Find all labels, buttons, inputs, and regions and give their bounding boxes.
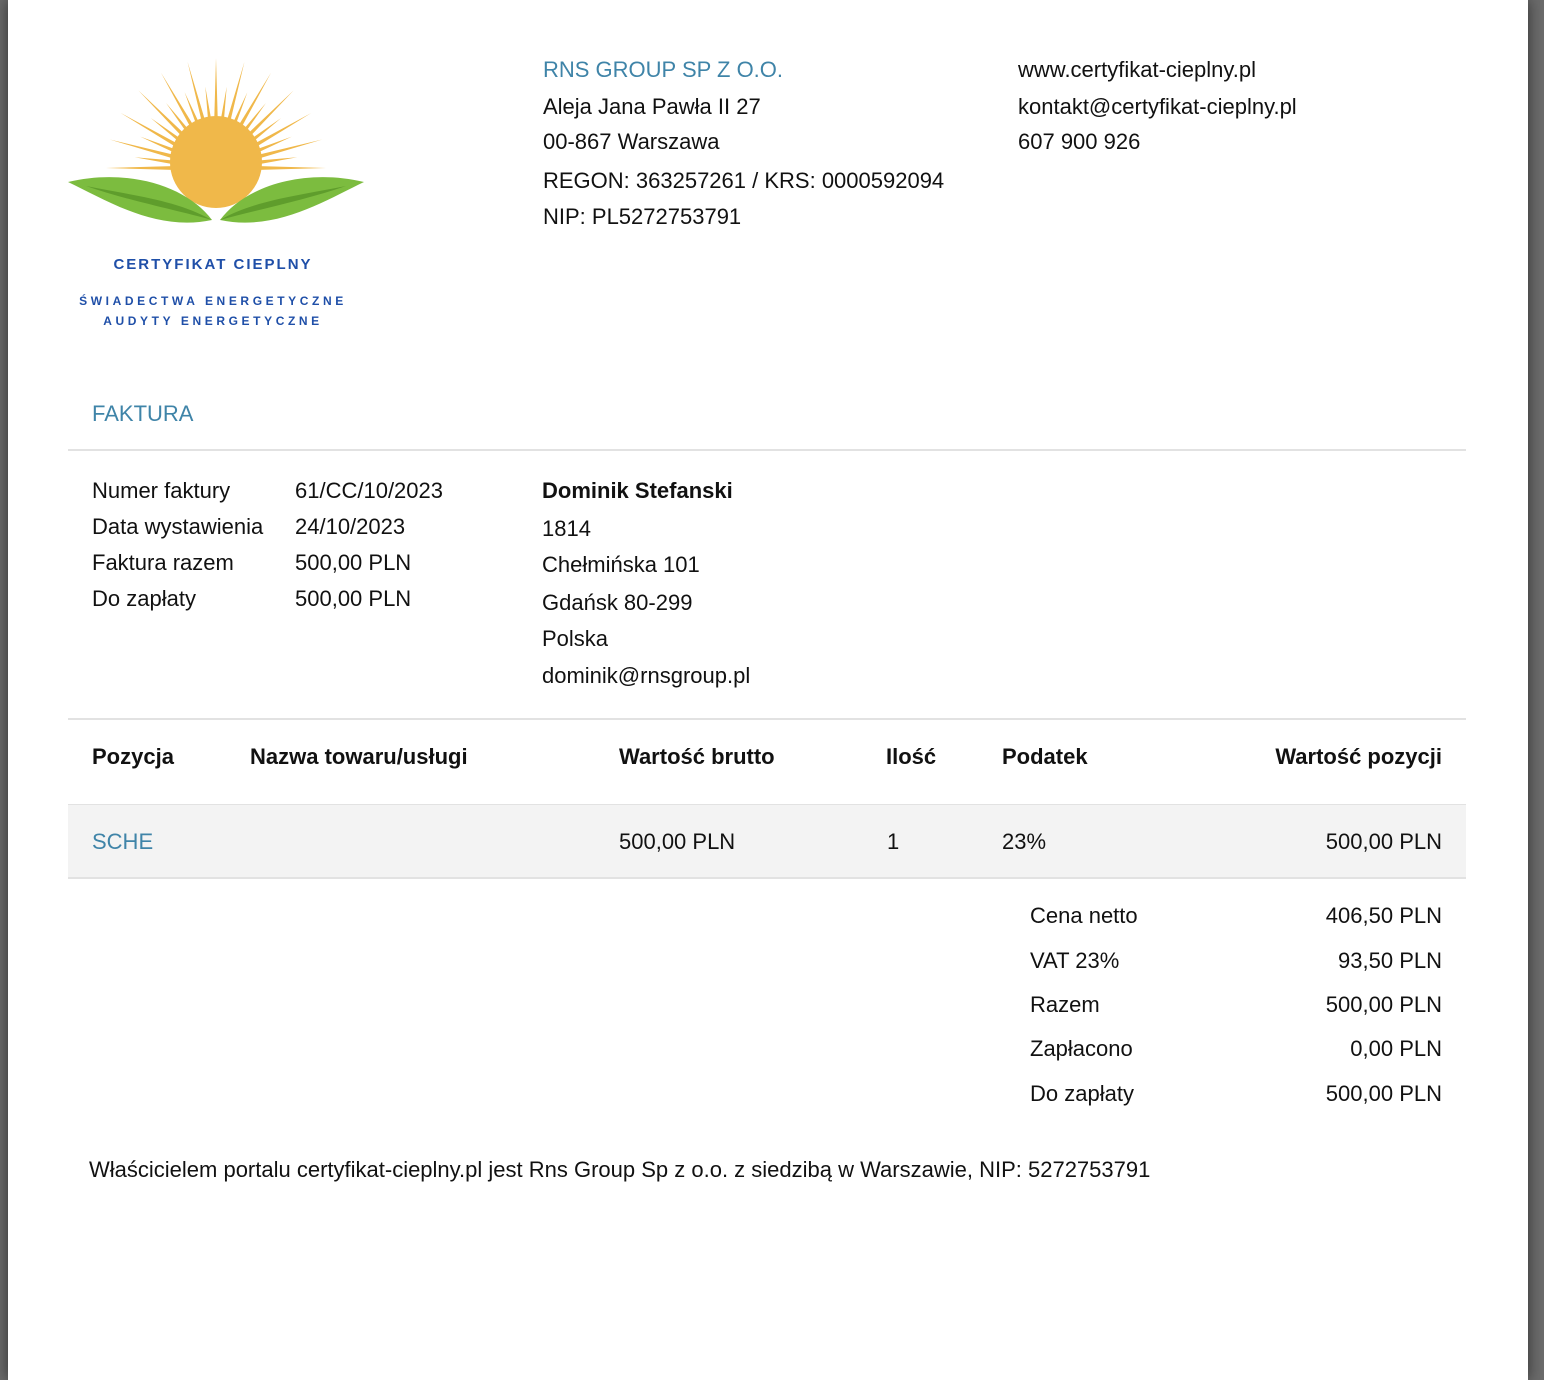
invoice-number-value: 61/CC/10/2023 [295,478,443,503]
sun-ray [224,62,244,130]
row-tax: 23% [1002,829,1047,854]
logo-subtitle-1: ŚWIADECTWA ENERGETYCZNE [79,294,347,308]
logo-title: CERTYFIKAT CIEPLNY [113,256,313,273]
sun-ray [214,58,218,128]
invoice-title: FAKTURA [92,401,194,426]
due-value: 500,00 PLN [1325,1081,1442,1106]
invoice-page [8,0,1528,1380]
client-country: Polska [542,626,609,651]
col-qty: Ilość [886,744,937,769]
contact-website[interactable]: www.certyfikat-cieplny.pl [1018,57,1256,82]
col-gross: Wartość brutto [619,744,775,769]
client-number: 1814 [542,516,591,541]
company-address-2: 00-867 Warszawa [543,129,720,154]
sun-ray [254,140,322,160]
due-label: Do zapłaty [1030,1081,1134,1106]
paid-value: 0,00 PLN [1350,1036,1442,1061]
col-name: Nazwa towaru/usługi [250,744,468,769]
total-value: 500,00 PLN [1325,992,1442,1017]
sun-ray [161,73,198,135]
client-email[interactable]: dominik@rnsgroup.pl [542,663,751,688]
contact-email[interactable]: kontakt@certyfikat-cieplny.pl [1018,94,1297,119]
total-label: Razem [1030,992,1100,1017]
client-name: Dominik Stefanski [542,478,733,503]
divider [68,718,1466,720]
issue-date-label: Data wystawienia [92,514,264,539]
issue-date-value: 24/10/2023 [295,514,406,539]
paid-label: Zapłacono [1030,1036,1133,1061]
vat-label: VAT 23% [1030,948,1120,973]
client-city: Gdańsk 80-299 [542,590,693,615]
col-position: Pozycja [92,744,174,769]
table-row [68,805,1466,877]
sun-ray [188,62,208,130]
client-street: Chełmińska 101 [542,552,700,577]
sun-ray [121,113,183,150]
amount-due-label: Do zapłaty [92,586,196,611]
divider [68,877,1466,879]
company-regon-krs: REGON: 363257261 / KRS: 0000592094 [543,168,945,193]
divider [68,449,1466,451]
row-position[interactable]: SCHE [92,829,154,854]
company-address-1: Aleja Jana Pawła II 27 [543,94,761,119]
sun-ray [243,90,294,141]
sun-ray [110,140,178,160]
invoice-total-label: Faktura razem [92,550,234,575]
amount-due-value: 500,00 PLN [295,586,412,611]
sun-ray [256,166,326,170]
sun-ray [234,73,271,135]
col-tax: Podatek [1002,744,1088,769]
invoice-total-value: 500,00 PLN [295,550,412,575]
sun-ray [106,166,176,170]
net-price-label: Cena netto [1030,903,1138,928]
footer-note: Właścicielem portalu certyfikat-cieplny.pl jest Rns Group Sp z o.o. z siedzibą w Warszawie, NIP: 5272753791 [89,1157,1151,1182]
company-nip: NIP: PL5272753791 [543,204,742,229]
certyfikat-cieplny-logo [66,50,366,230]
net-price-value: 406,50 PLN [1325,903,1442,928]
row-gross: 500,00 PLN [619,829,736,854]
invoice-number-label: Numer faktury [92,478,231,503]
logo-subtitle-2: AUDYTY ENERGETYCZNE [103,314,323,328]
sun-ray [250,113,312,150]
vat-value: 93,50 PLN [1338,948,1442,973]
col-total: Wartość pozycji [1275,744,1442,769]
contact-phone: 607 900 926 [1018,129,1141,154]
row-qty: 1 [887,829,900,854]
sun-ray [138,90,189,141]
company-name: RNS GROUP SP Z O.O. [543,57,784,82]
row-total: 500,00 PLN [1325,829,1442,854]
